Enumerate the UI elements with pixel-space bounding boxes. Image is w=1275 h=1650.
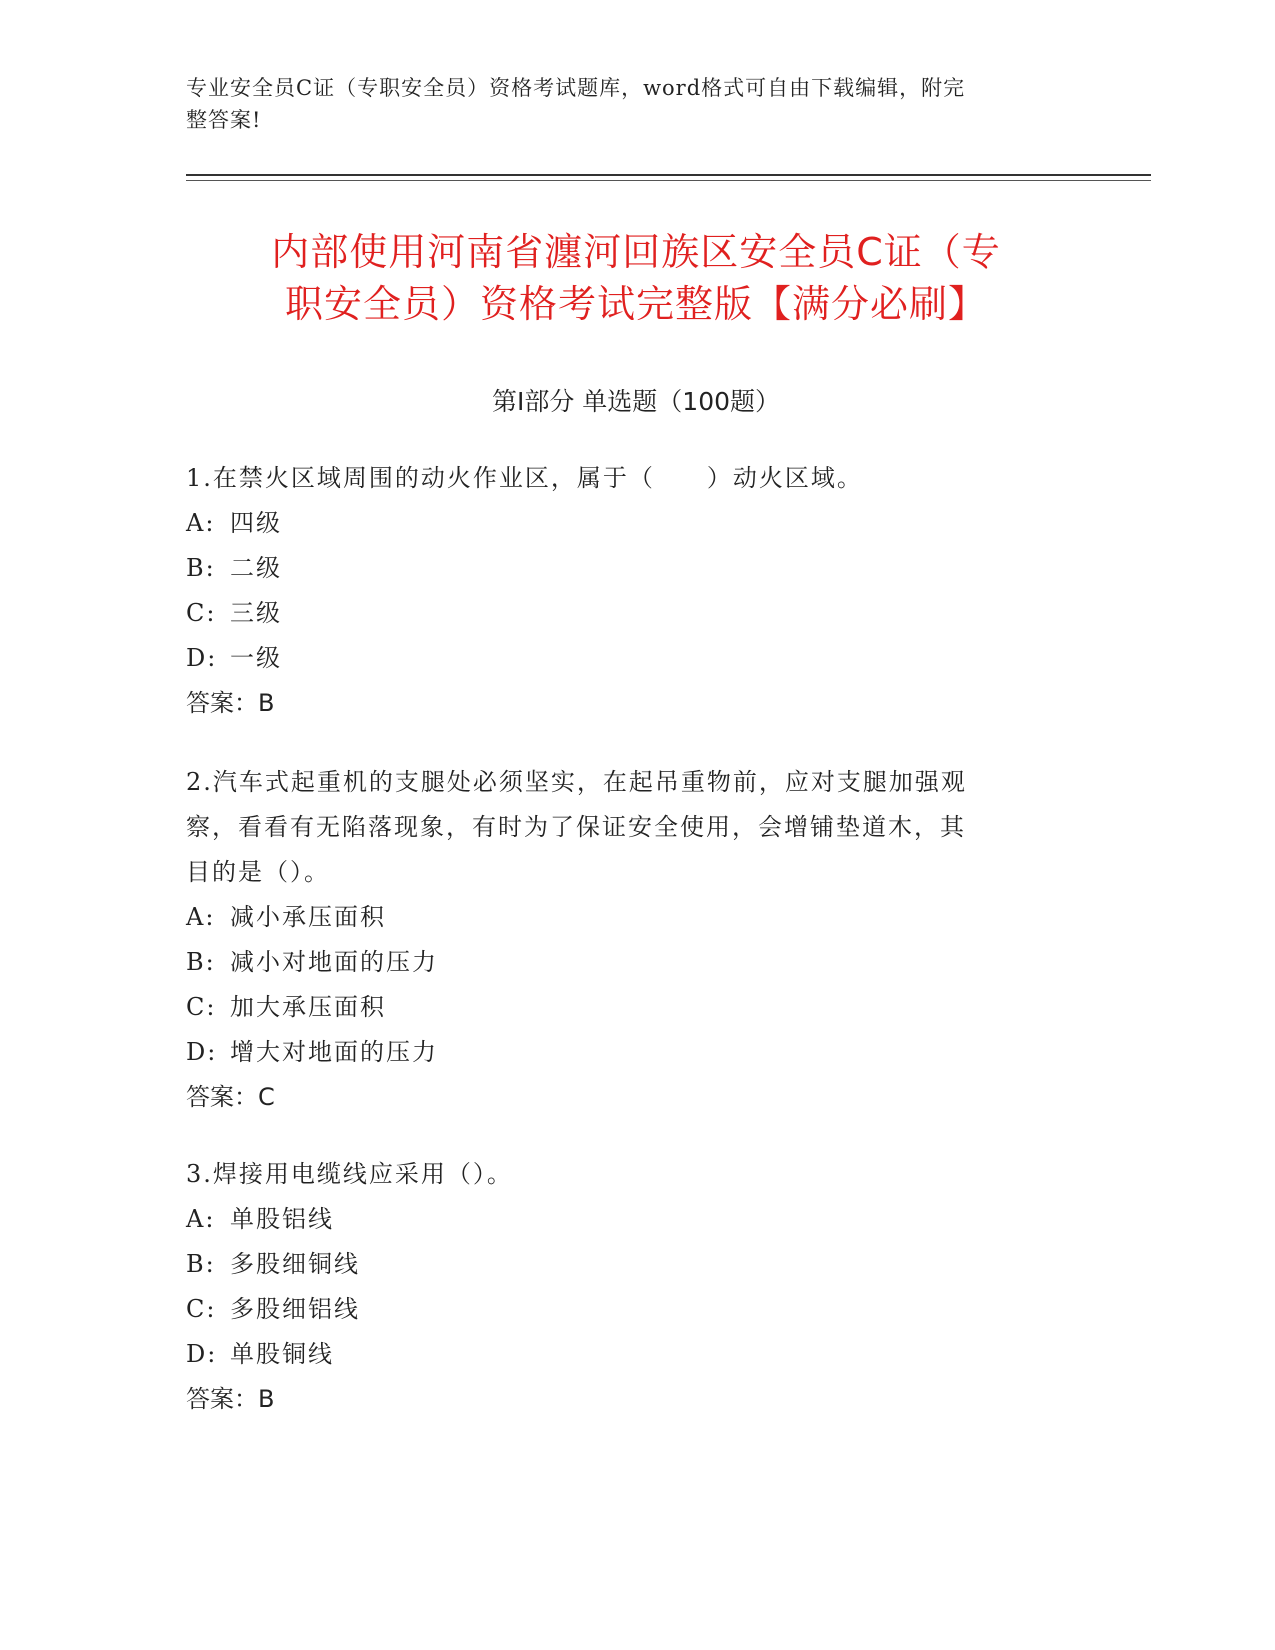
- question-3: [186, 1152, 1066, 1422]
- option-key: C:: [186, 993, 217, 1021]
- question-option-a: [186, 1197, 1066, 1242]
- option-text: 二级: [230, 554, 282, 582]
- document-title-line: 内部使用河南省瀍河回族区安全员C证（专: [271, 230, 1001, 274]
- document-title-line: 职安全员）资格考试完整版【满分必刷】: [284, 282, 987, 326]
- question-2: [186, 760, 1066, 1120]
- option-key: C:: [186, 599, 217, 627]
- option-key: B:: [186, 1250, 216, 1278]
- option-text: 四级: [230, 509, 282, 537]
- option-text: 三级: [230, 599, 282, 627]
- option-key: A:: [186, 1205, 216, 1233]
- option-text: 多股细铜线: [230, 1250, 360, 1278]
- option-key: A:: [186, 509, 216, 537]
- question-option-b: [186, 1242, 1066, 1287]
- option-text: 加大承压面积: [230, 993, 386, 1021]
- question-stem: 3.焊接用电缆线应采用（）。: [186, 1160, 513, 1188]
- option-text: 一级: [230, 644, 282, 672]
- question-option-c: [186, 985, 1066, 1030]
- question-stem: 目的是（）。: [186, 858, 330, 886]
- question-option-a: [186, 501, 1066, 546]
- question-1: [186, 456, 1066, 726]
- header-note-line: 专业安全员C证（专职安全员）资格考试题库，word格式可自由下载编辑，附完: [186, 76, 966, 100]
- question-stem: 察，看看有无陷落现象，有时为了保证安全使用，会增铺垫道木，其: [186, 813, 966, 841]
- option-key: D:: [186, 1340, 218, 1368]
- header-note: [186, 72, 1066, 136]
- option-text: 多股细铝线: [230, 1295, 360, 1323]
- question-answer: 答案：B: [186, 689, 275, 717]
- question-option-b: [186, 546, 1066, 591]
- document-title: [186, 226, 1086, 330]
- question-option-d: [186, 1332, 1066, 1377]
- header-divider-thin: [186, 180, 1151, 181]
- question-option-b: [186, 940, 1066, 985]
- question-stem: 2.汽车式起重机的支腿处必须坚实，在起吊重物前，应对支腿加强观: [186, 768, 967, 796]
- question-answer: 答案：C: [186, 1083, 275, 1111]
- option-text: 减小对地面的压力: [230, 948, 438, 976]
- question-answer: 答案：B: [186, 1385, 275, 1413]
- option-text: 减小承压面积: [230, 903, 386, 931]
- question-option-c: [186, 1287, 1066, 1332]
- question-option-c: [186, 591, 1066, 636]
- option-key: D:: [186, 644, 218, 672]
- question-option-d: [186, 1030, 1066, 1075]
- option-key: B:: [186, 554, 216, 582]
- option-key: A:: [186, 903, 216, 931]
- header-note-line: 整答案!: [186, 108, 262, 132]
- section-title: 第I部分 单选题（100题）: [491, 387, 781, 416]
- header-divider: [186, 174, 1151, 176]
- option-key: C:: [186, 1295, 217, 1323]
- option-key: D:: [186, 1038, 218, 1066]
- option-text: 单股铜线: [230, 1340, 334, 1368]
- question-stem: 1.在禁火区域周围的动火作业区，属于（ ）动火区域。: [186, 464, 863, 492]
- option-text: 单股铝线: [230, 1205, 334, 1233]
- question-option-a: [186, 895, 1066, 940]
- question-option-d: [186, 636, 1066, 681]
- option-text: 增大对地面的压力: [230, 1038, 438, 1066]
- option-key: B:: [186, 948, 216, 976]
